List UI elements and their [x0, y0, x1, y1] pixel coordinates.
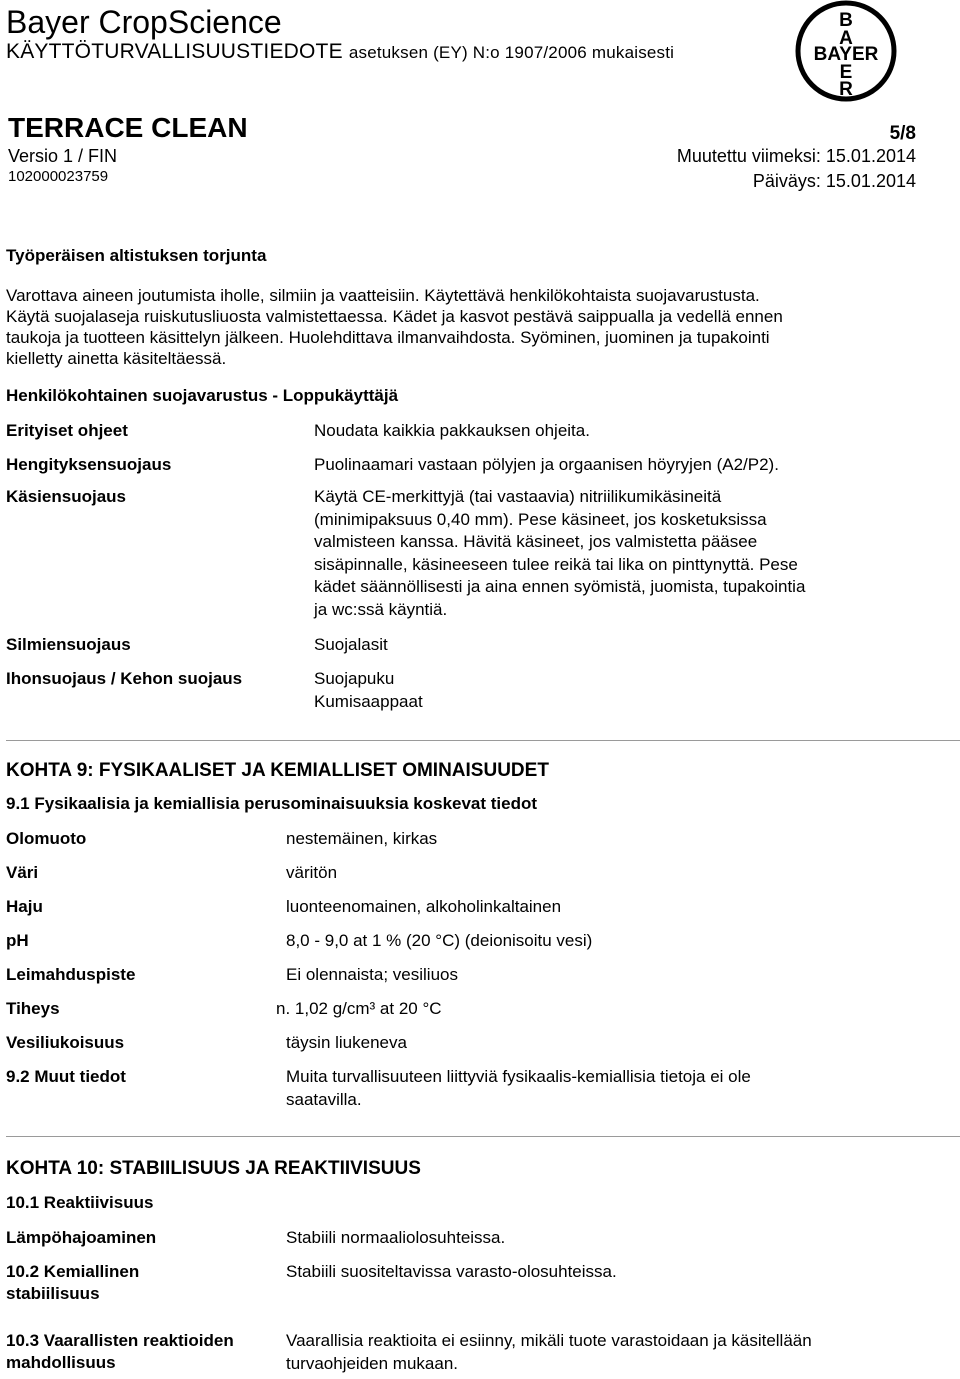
- document-title-main: KÄYTTÖTURVALLISUUSTIEDOTE: [6, 40, 343, 63]
- logo-letter-b: B: [839, 10, 853, 31]
- stability-value-line: Vaarallisia reaktioita ei esiinny, mikäli tuote varastoidaan ja käsitellään: [286, 1331, 812, 1350]
- stability-label-line: 10.3 Vaarallisten reaktioiden: [6, 1331, 234, 1350]
- ppe-label: Käsiensuojaus: [6, 487, 126, 506]
- logo-letter-e: E: [839, 62, 853, 83]
- property-label: Haju: [6, 897, 43, 916]
- stability-value: [286, 1227, 505, 1250]
- stability-value-line: Stabiili normaaliolosuhteissa.: [286, 1228, 506, 1247]
- ppe-heading: Henkilökohtainen suojavarustus - Loppukäyttäjä: [6, 386, 399, 405]
- bayer-cross-logo: [795, 0, 897, 102]
- ppe-value-line: sisäpinnalle, käsineeseen tulee reikä tai lika on pinttynyttä. Pese: [314, 554, 798, 574]
- product-name: TERRACE CLEAN: [8, 112, 248, 143]
- property-value-line: saatavilla.: [286, 1089, 362, 1109]
- ppe-value-line: Suojalasit: [314, 635, 388, 654]
- stability-value: [286, 1261, 617, 1284]
- exposure-paragraph: [6, 285, 951, 369]
- property-label: Tiheys: [6, 999, 60, 1018]
- property-label: Väri: [6, 863, 39, 882]
- property-value: luonteenomainen, alkoholinkaltainen: [286, 897, 562, 916]
- paragraph-line: taukoja ja tuotteen käsittelyn jälkeen. Huolehdittava ilmanvaihdosta. Syöminen, juominen ja tupakointi: [6, 328, 770, 347]
- ppe-label: Hengityksensuojaus: [6, 455, 172, 474]
- exposure-heading: Työperäisen altistuksen torjunta: [6, 246, 267, 265]
- product-code: 102000023759: [8, 168, 109, 185]
- ppe-value-line: Suojapuku: [314, 669, 395, 688]
- property-value-line: Muita turvallisuuteen liittyviä fysikaalis-kemiallisia tietoja ei ole: [286, 1067, 751, 1086]
- property-label: pH: [6, 931, 29, 950]
- section-10-heading: KOHTA 10: STABIILISUUS JA REAKTIIVISUUS: [6, 1158, 421, 1179]
- ppe-value-line: Käytä CE-merkittyjä (tai vastaavia) nitriilikumikäsineitä: [314, 487, 722, 506]
- ppe-value-line: (minimipaksuus 0,40 mm). Pese käsineet, jos kosketuksissa: [314, 509, 767, 529]
- stability-label: [6, 1330, 234, 1374]
- section-divider: [6, 1136, 960, 1137]
- property-value: Ei olennaista; vesiliuos: [286, 965, 458, 984]
- company-name: Bayer CropScience: [6, 4, 282, 40]
- print-date: Päiväys: 15.01.2014: [752, 171, 916, 191]
- stability-value: [286, 1330, 812, 1375]
- page-number: 5/8: [889, 123, 916, 144]
- stability-label-line: stabiilisuus: [6, 1284, 100, 1303]
- document-title-sub: asetuksen (EY) N:o 1907/2006 mukaisesti: [348, 43, 675, 62]
- document-title: [6, 40, 674, 64]
- ppe-label: Erityiset ohjeet: [6, 421, 128, 440]
- property-label: Leimahduspiste: [6, 965, 136, 984]
- ppe-value-line: kädet säännöllisesti ja aina ennen syömistä, juomista, tupakointia: [314, 577, 806, 596]
- ppe-value: [314, 454, 779, 477]
- property-value: n. 1,02 g/cm³ at 20 °C: [276, 999, 442, 1018]
- ppe-value: [314, 668, 423, 713]
- version-label: Versio 1 / FIN: [8, 146, 118, 166]
- ppe-value-line: Puolinaamari vastaan pölyjen ja orgaanisen höyryjen (A2/P2).: [314, 455, 779, 474]
- property-value: [286, 1066, 751, 1111]
- stability-label-line: 10.2 Kemiallinen: [6, 1262, 140, 1281]
- paragraph-line: kielletty ainetta käsiteltäessä.: [6, 349, 227, 368]
- property-label: Vesiliukoisuus: [6, 1033, 125, 1052]
- ppe-value: [314, 420, 590, 443]
- section-9-heading: KOHTA 9: FYSIKAALISET JA KEMIALLISET OMINAISUUDET: [6, 760, 549, 781]
- modified-date: Muutettu viimeksi: 15.01.2014: [676, 146, 916, 166]
- logo-word-bayer: BAYER: [813, 44, 879, 65]
- paragraph-line: Käytä suojalaseja ruiskutusliuosta valmistettaessa. Kädet ja kasvot pestävä saippualla ja vedellä ennen: [6, 307, 783, 326]
- ppe-value: [314, 634, 388, 657]
- stability-label: [6, 1227, 156, 1249]
- ppe-value-line: ja wc:ssä käyntiä.: [314, 599, 448, 619]
- stability-label-line: mahdollisuus: [6, 1353, 116, 1372]
- ppe-label: Silmiensuojaus: [6, 635, 131, 654]
- ppe-value-line: Kumisaappaat: [314, 691, 423, 711]
- property-value: 8,0 - 9,0 at 1 % (20 °C) (deionisoitu vesi): [286, 931, 593, 950]
- property-label: Olomuoto: [6, 829, 87, 848]
- section-9-1-heading: 9.1 Fysikaalisia ja kemiallisia perusominaisuuksia koskevat tiedot: [6, 794, 538, 813]
- stability-value-line: turvaohjeiden mukaan.: [286, 1353, 459, 1373]
- logo-letter-r: R: [839, 79, 853, 100]
- paragraph-line: Varottava aineen joutumista iholle, silmiin ja vaatteisiin. Käytettävä henkilökohtaista suojavarustusta.: [6, 286, 760, 305]
- stability-value-line: Stabiili suositeltavissa varasto-olosuhteissa.: [286, 1262, 617, 1281]
- section-divider: [6, 740, 960, 741]
- ppe-label: Ihonsuojaus / Kehon suojaus: [6, 669, 243, 688]
- ppe-value-line: Noudata kaikkia pakkauksen ohjeita.: [314, 421, 590, 440]
- stability-label: [6, 1261, 139, 1305]
- property-value: väritön: [286, 863, 338, 882]
- ppe-value-line: valmisteen kanssa. Hävitä käsineet, jos valmistetta pääsee: [314, 532, 758, 551]
- property-value: nestemäinen, kirkas: [286, 829, 438, 848]
- section-10-1-label: 10.1 Reaktiivisuus: [6, 1193, 154, 1212]
- ppe-value: [314, 486, 805, 621]
- property-label: 9.2 Muut tiedot: [6, 1067, 126, 1086]
- property-value: täysin liukeneva: [286, 1033, 407, 1052]
- stability-label-line: Lämpöhajoaminen: [6, 1228, 157, 1247]
- logo-letter-a: A: [839, 28, 853, 49]
